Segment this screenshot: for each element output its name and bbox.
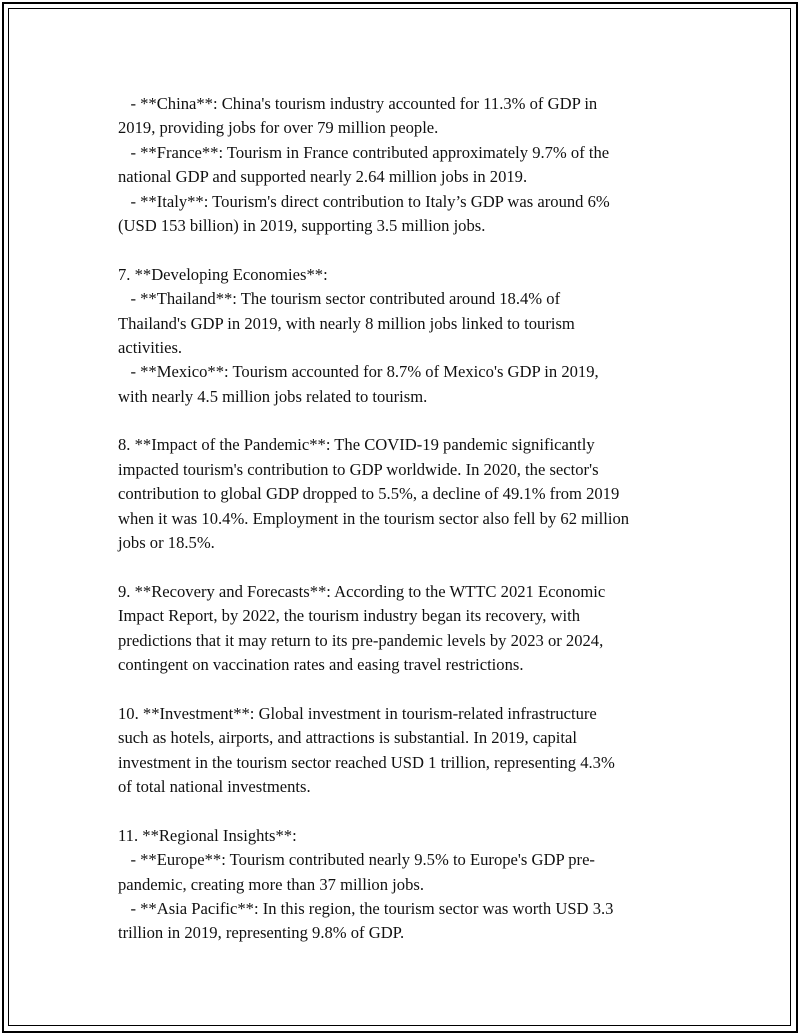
text-line: impacted tourism's contribution to GDP worldwide. In 2020, the sector's bbox=[118, 459, 599, 479]
text-line: - **Italy**: Tourism's direct contribution to Italy’s GDP was around 6% bbox=[118, 191, 610, 211]
paragraph-gap bbox=[118, 677, 698, 701]
text-line: 2019, providing jobs for over 79 million people. bbox=[118, 118, 439, 138]
text-line: - **France**: Tourism in France contributed approximately 9.7% of the bbox=[118, 142, 610, 162]
text-line: (USD 153 billion) in 2019, supporting 3.5 million jobs. bbox=[118, 215, 486, 235]
text-line: jobs or 18.5%. bbox=[118, 533, 215, 553]
text-line: - **Thailand**: The tourism sector contributed around 18.4% of bbox=[118, 289, 561, 309]
paragraph-block bbox=[118, 702, 698, 800]
paragraph-gap bbox=[118, 409, 698, 433]
text-line: 11. **Regional Insights**: bbox=[118, 825, 297, 845]
text-line: 10. **Investment**: Global investment in tourism-related infrastructure bbox=[118, 703, 597, 723]
paragraph-gap bbox=[118, 555, 698, 579]
text-line: - **Mexico**: Tourism accounted for 8.7% of Mexico's GDP in 2019, bbox=[118, 362, 599, 382]
text-line: - **China**: China's tourism industry accounted for 11.3% of GDP in bbox=[118, 94, 598, 113]
text-line: Thailand's GDP in 2019, with nearly 8 million jobs linked to tourism bbox=[118, 313, 575, 333]
paragraph-gap bbox=[118, 238, 698, 262]
text-line: contingent on vaccination rates and easing travel restrictions. bbox=[118, 654, 524, 674]
text-line: such as hotels, airports, and attractions is substantial. In 2019, capital bbox=[118, 728, 577, 748]
text-line: of total national investments. bbox=[118, 776, 311, 796]
text-line: 8. **Impact of the Pandemic**: The COVID-19 pandemic significantly bbox=[118, 435, 595, 455]
text-line: contribution to global GDP dropped to 5.5%, a decline of 49.1% from 2019 bbox=[118, 484, 620, 504]
text-line: - **Europe**: Tourism contributed nearly 9.5% to Europe's GDP pre- bbox=[118, 850, 595, 870]
text-line: - **Asia Pacific**: In this region, the tourism sector was worth USD 3.3 bbox=[118, 898, 614, 918]
text-line: trillion in 2019, representing 9.8% of GDP. bbox=[118, 923, 405, 943]
text-line: when it was 10.4%. Employment in the tourism sector also fell by 62 million bbox=[118, 508, 630, 528]
paragraph-gap bbox=[118, 799, 698, 823]
paragraph-block bbox=[118, 92, 698, 238]
text-line: activities. bbox=[118, 337, 183, 357]
paragraph-block bbox=[118, 433, 698, 555]
text-line: investment in the tourism sector reached USD 1 trillion, representing 4.3% bbox=[118, 752, 615, 772]
text-line: pandemic, creating more than 37 million jobs. bbox=[118, 874, 424, 894]
paragraph-block bbox=[118, 580, 698, 678]
document-body bbox=[118, 92, 698, 946]
text-line: national GDP and supported nearly 2.64 million jobs in 2019. bbox=[118, 167, 528, 187]
text-line: Impact Report, by 2022, the tourism industry began its recovery, with bbox=[118, 606, 581, 626]
text-line: predictions that it may return to its pre-pandemic levels by 2023 or 2024, bbox=[118, 630, 604, 650]
text-line: 9. **Recovery and Forecasts**: According to the WTTC 2021 Economic bbox=[118, 581, 606, 601]
text-line: with nearly 4.5 million jobs related to tourism. bbox=[118, 386, 428, 406]
paragraph-block bbox=[118, 824, 698, 946]
text-line: 7. **Developing Economies**: bbox=[118, 264, 328, 284]
paragraph-block bbox=[118, 263, 698, 409]
